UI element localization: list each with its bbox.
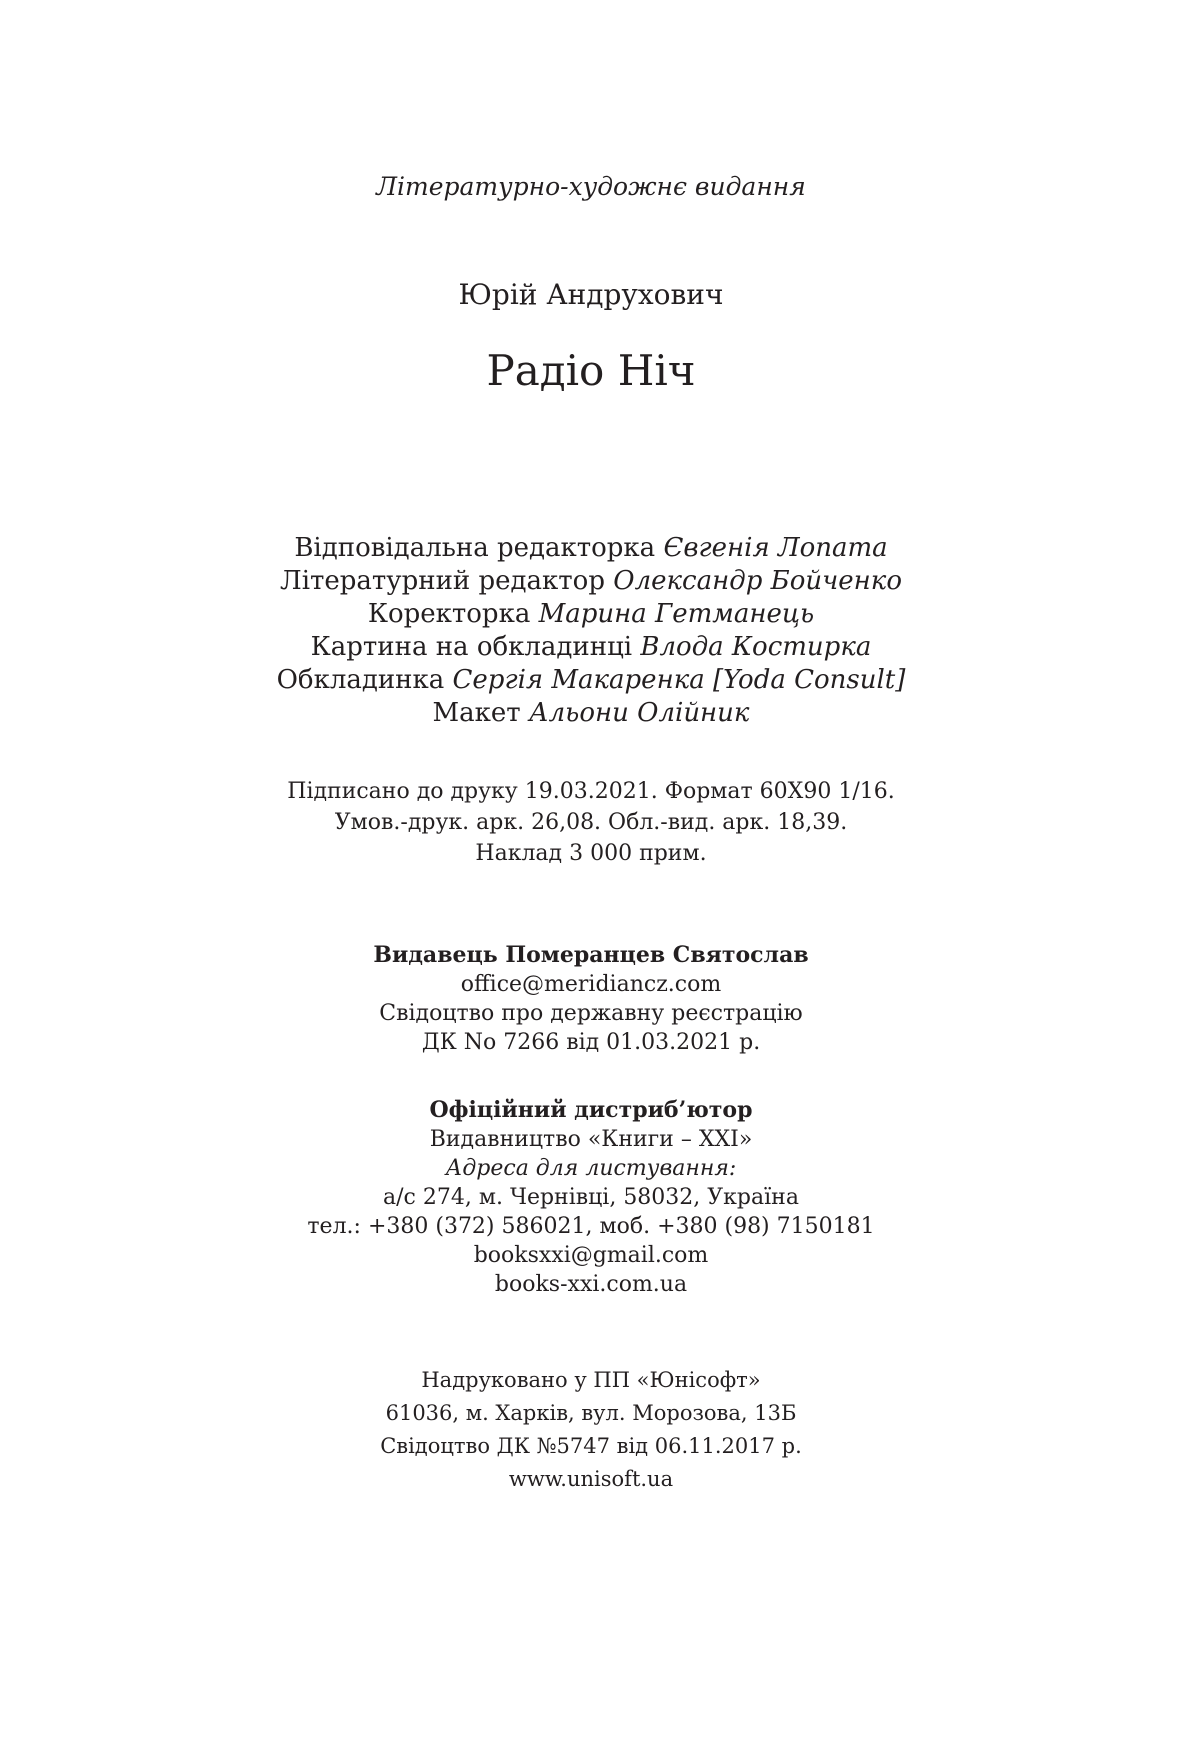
credit-person: Євгенія Лопата: [663, 533, 888, 563]
credit-person: Марина Гетманець: [538, 599, 815, 629]
credit-line: [0, 565, 1182, 598]
author-name: Юрій Андрухович: [458, 278, 724, 311]
printer-block: [0, 1364, 1182, 1496]
distributor-phones: тел.: +380 (372) 586021, моб. +380 (98) 7150181: [307, 1214, 875, 1239]
credit-line: [0, 697, 1182, 730]
credit-person: Олександр Бойченко: [613, 566, 902, 596]
printer-address: 61036, м. Харків, вул. Морозова, 13Б: [385, 1401, 797, 1425]
publisher-email: office@meridiancz.com: [460, 972, 722, 997]
credit-role: Картина на обкладинці: [310, 632, 633, 662]
distributor-heading: Офіційний дистриб’ютор: [429, 1097, 753, 1123]
credit-role: Коректорка: [367, 599, 531, 629]
credit-person: Сергія Макаренка [Yoda Consult]: [452, 665, 906, 695]
publisher-block: [0, 941, 1182, 1057]
distributor-address-label: Адреса для листування:: [445, 1156, 737, 1181]
edition-type: Літературно-художнє видання: [376, 172, 806, 201]
distributor-address: а/с 274, м. Чернівці, 58032, Україна: [383, 1185, 799, 1210]
credits-block: [0, 532, 1182, 730]
distributor-website: books-xxi.com.ua: [494, 1272, 688, 1297]
printer-name: Надруковано у ПП «Юнісофт»: [421, 1368, 761, 1392]
distributor-company: Видавництво «Книги – XXI»: [429, 1127, 753, 1152]
distributor-block: [0, 1096, 1182, 1299]
print-info-block: [0, 776, 1182, 869]
printer-website: www.unisoft.ua: [508, 1467, 674, 1491]
distributor-email: booksxxi@gmail.com: [473, 1243, 709, 1268]
print-info-line: Підписано до друку 19.03.2021. Формат 60Х90 1/16.: [287, 779, 895, 804]
printer-certificate: Свідоцтво ДК №5747 від 06.11.2017 р.: [380, 1434, 802, 1458]
credit-role: Відповідальна редакторка: [294, 533, 656, 563]
credit-role: Обкладинка: [276, 665, 445, 695]
publisher-heading: Видавець Померанцев Святослав: [373, 942, 809, 968]
credit-line: [0, 664, 1182, 697]
book-title: Радіо Ніч: [486, 346, 696, 395]
publisher-certificate-number: ДК No 7266 від 01.03.2021 р.: [421, 1030, 761, 1055]
credit-role: Макет: [432, 698, 521, 728]
credit-person: Альони Олійник: [528, 698, 750, 728]
credit-person: Влода Костирка: [640, 632, 872, 662]
credit-line: [0, 631, 1182, 664]
print-info-line: Наклад 3 000 прим.: [475, 841, 707, 866]
publisher-certificate: Свідоцтво про державну реєстрацію: [379, 1001, 803, 1026]
credit-line: [0, 532, 1182, 565]
credit-role: Літературний редактор: [280, 566, 605, 596]
credit-line: [0, 598, 1182, 631]
print-info-line: Умов.-друк. арк. 26,08. Обл.-вид. арк. 18,39.: [334, 810, 848, 835]
